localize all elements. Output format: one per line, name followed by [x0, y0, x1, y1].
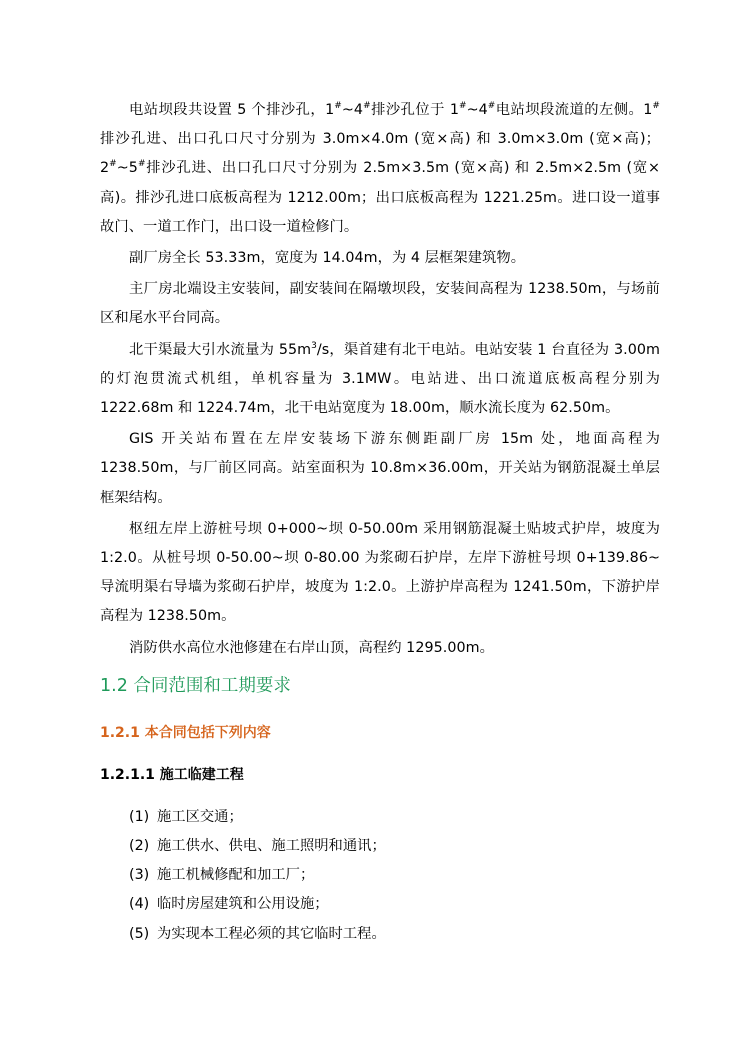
paragraph-bank-protection: 枢纽左岸上游桩号坝 0+000~坝 0-50.00m 采用钢筋混凝土贴坡式护岸，坡度为 1:2.0。从桩号坝 0-50.00~坝 0-80.00 为浆砌石护岸，左岸下游桩号坝 0+139.86~导流明渠右导墙为浆砌石护岸，坡度为 1:2.0。上游护岸高程为 1241.50m，下游护岸高程为 1238.50m。 — [100, 520, 660, 625]
text-run: 电站坝段共设置 5 个排沙孔，1 — [129, 102, 335, 118]
paragraph-auxiliary-powerhouse: 副厂房全长 53.33m，宽度为 14.04m，为 4 层框架建筑物。 — [129, 250, 526, 267]
text-run: ~4 — [466, 102, 488, 118]
superscript: # — [652, 101, 660, 111]
section-heading: 1.2 合同范围和工期要求 — [100, 675, 291, 696]
list-item — [129, 803, 660, 832]
list-item — [129, 890, 660, 919]
subsection-heading: 1.2.1 本合同包括下列内容 — [100, 724, 271, 741]
text-run: 排沙孔位于 1 — [370, 102, 459, 118]
text-run: 排沙孔进、出口孔口尺寸分别为 3.0m×4.0m (宽×高) 和 3.0m×3.0m (宽×高)；2 — [100, 131, 660, 177]
sub-subsection-heading: 1.2.1.1 施工临建工程 — [100, 766, 244, 783]
temporary-works-list — [129, 803, 660, 949]
superscript: # — [334, 101, 342, 111]
superscript: # — [363, 101, 371, 111]
list-text: 施工供水、供电、施工照明和通讯； — [157, 838, 386, 855]
list-number: (2) — [129, 838, 150, 855]
text-run: 北干渠最大引水流量为 55m — [129, 341, 312, 358]
list-number: (4) — [129, 896, 150, 913]
list-text: 临时房屋建筑和公用设施； — [157, 896, 329, 913]
page-content — [100, 96, 660, 949]
superscript: # — [137, 159, 146, 170]
superscript: # — [487, 101, 496, 111]
list-text: 施工区交通； — [157, 808, 243, 825]
list-text: 为实现本工程必须的其它临时工程。 — [157, 925, 386, 942]
superscript: # — [458, 101, 467, 111]
text-run: ~5 — [116, 160, 138, 177]
list-item — [129, 861, 660, 890]
paragraph-gis-switchyard: GIS 开关站布置在左岸安装场下游东侧距副厂房 15m 处，地面高程为 1238.50m，与厂前区同高。站室面积为 10.8m×36.00m，开关站为钢筋混凝土单层框架结构。 — [100, 431, 660, 506]
list-number: (5) — [129, 925, 150, 942]
paragraph-fire-water-tank: 消防供水高位水池修建在右岸山顶，高程约 1295.00m。 — [129, 639, 494, 656]
list-item — [129, 832, 660, 861]
text-run: 电站坝段流道的左侧。1 — [495, 102, 653, 118]
list-number: (1) — [129, 808, 150, 825]
paragraph-sediment-outlets — [100, 96, 660, 242]
list-item — [129, 920, 660, 949]
text-run: /s，渠首建有北干电站。电站安装 1 台直径为 3.00m 的灯泡贯流式机组，单机容量为 3.1MW。电站进、出口流道底板高程分别为 1222.68m 和 1224.74m，北干电站宽度为 18.00m，顺水流长度为 62.50m。 — [100, 341, 660, 417]
paragraph-erection-bay: 主厂房北端设主安装间，副安装间在隔墩坝段，安装间高程为 1238.50m，与场前区和尾水平台同高。 — [100, 281, 660, 327]
text-run: ~4 — [341, 102, 364, 118]
list-text: 施工机械修配和加工厂； — [157, 867, 315, 884]
paragraph-north-canal-station — [100, 336, 660, 424]
text-run: 排沙孔进、出口孔口尺寸分别为 2.5m×3.5m (宽×高) 和 2.5m×2.5m (宽×高)。排沙孔进口底板高程为 1212.00m；出口底板高程为 1221.25m。进口设一道事故门、一道工作门，出口设一道检修门。 — [100, 160, 660, 235]
superscript: 3 — [311, 340, 317, 351]
list-number: (3) — [129, 867, 150, 884]
superscript: # — [109, 159, 117, 170]
